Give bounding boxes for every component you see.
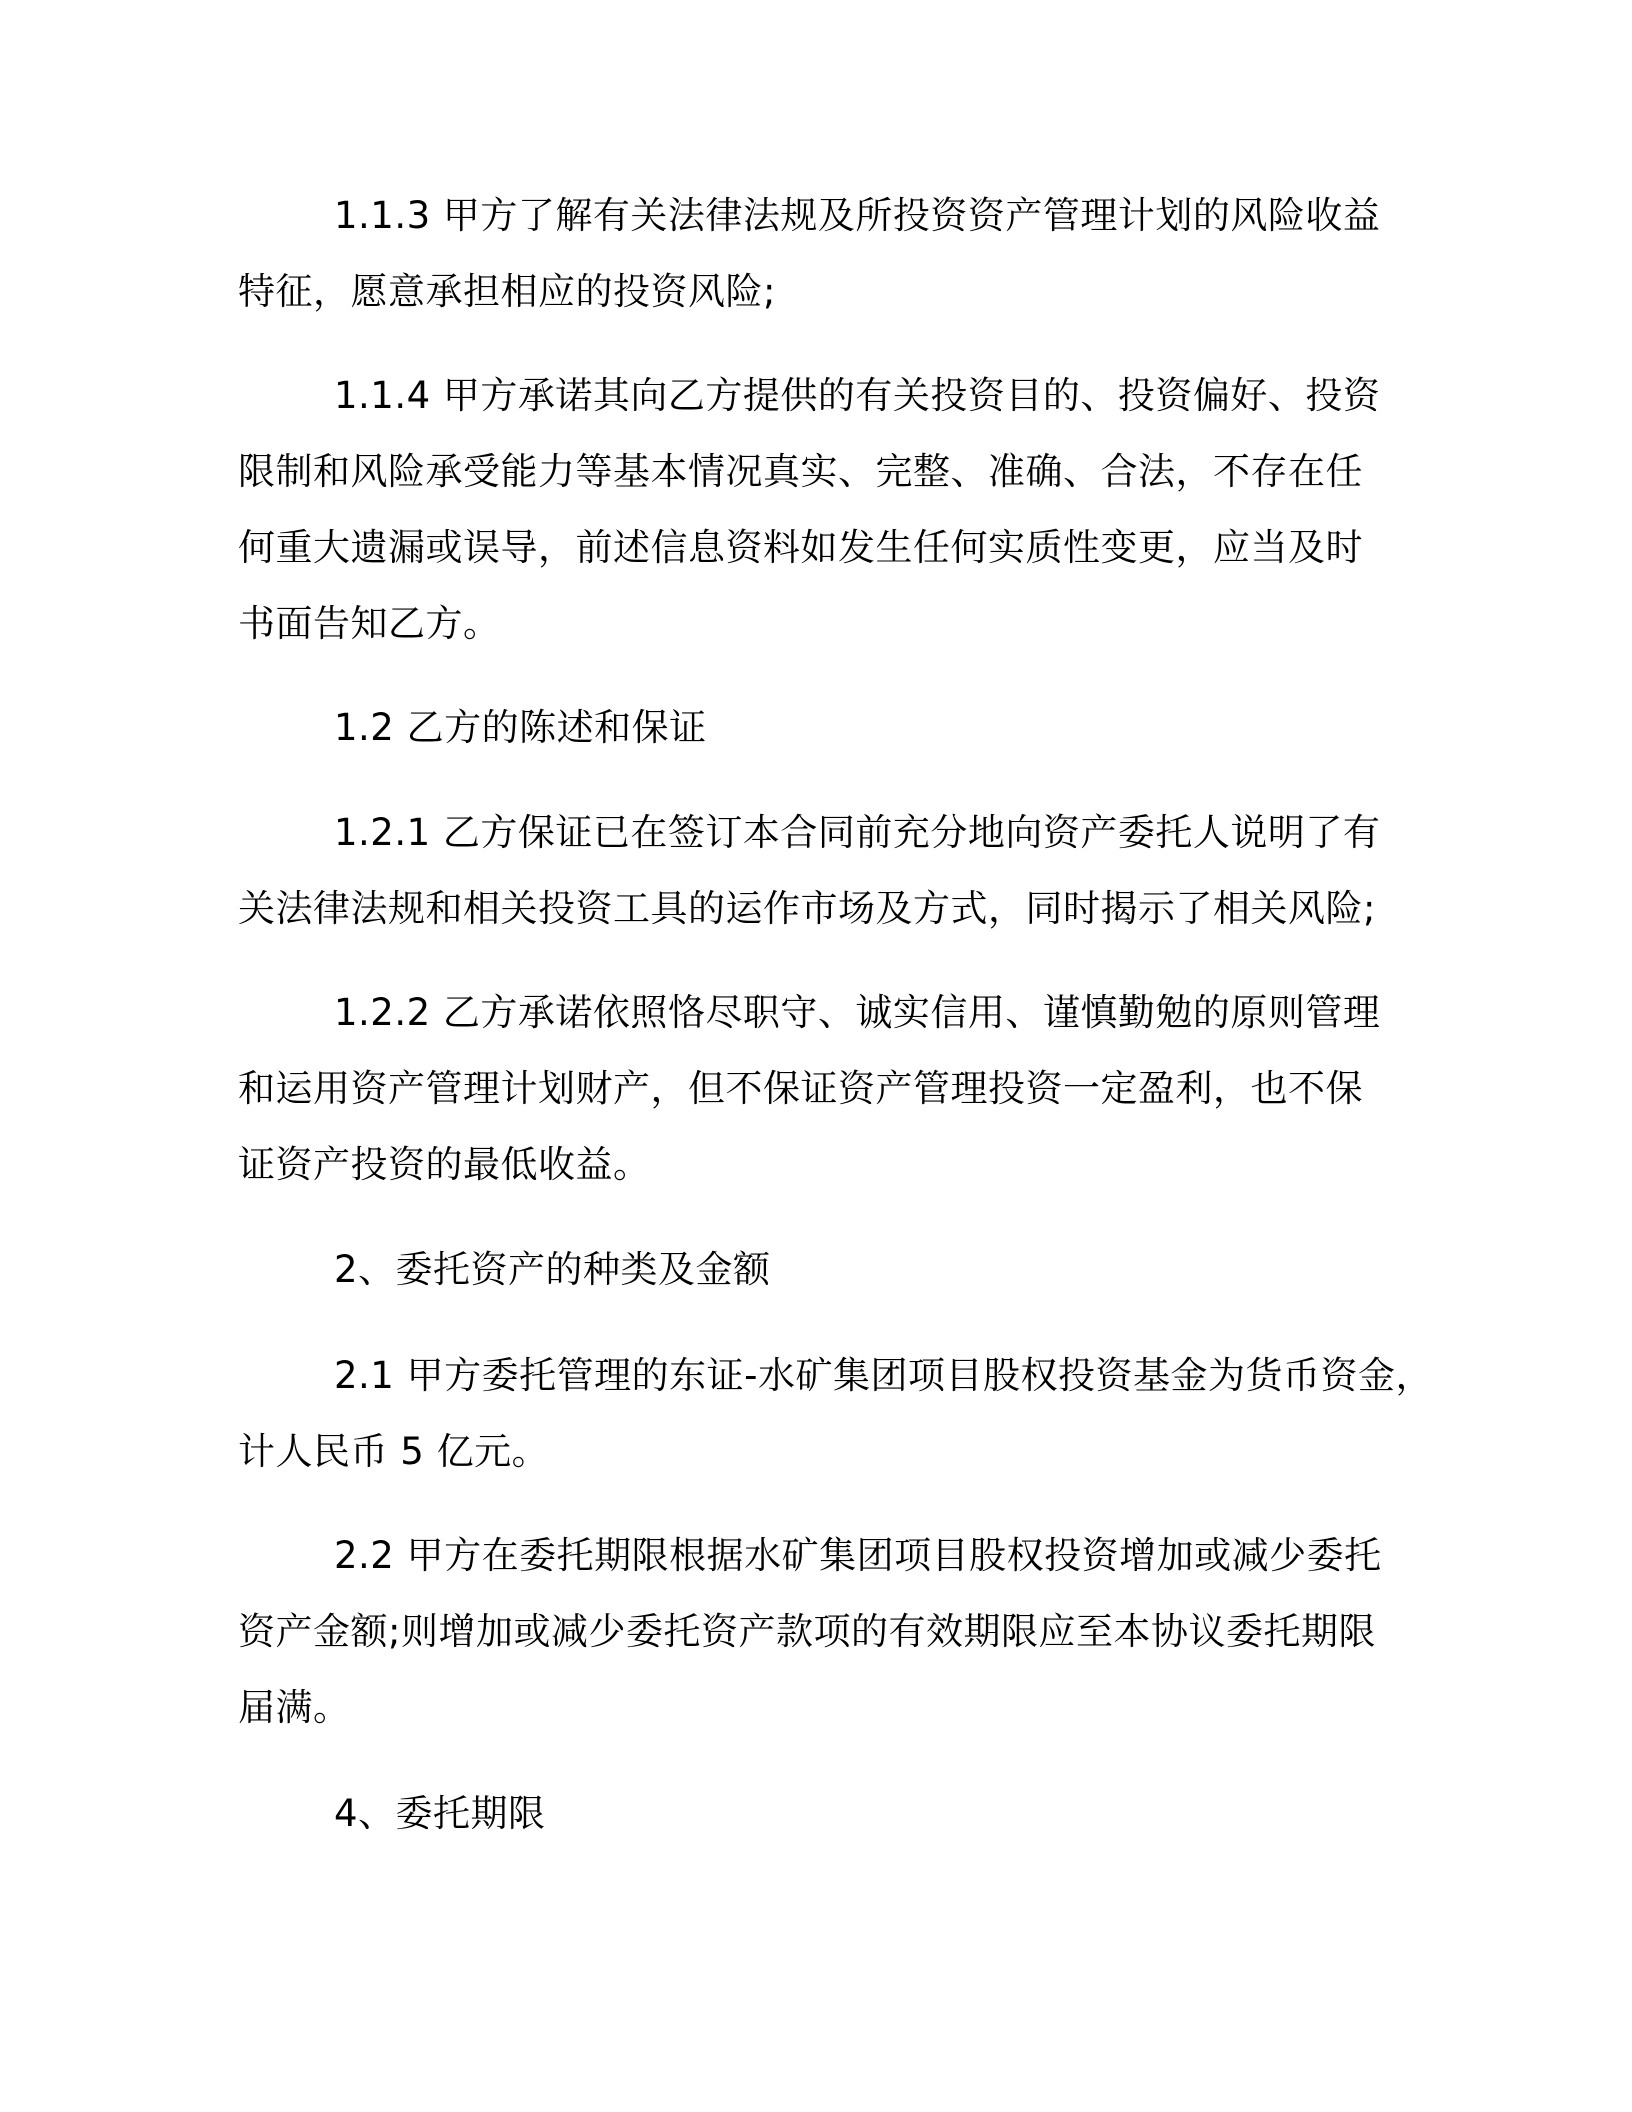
text-line: 2.2 甲方在委托期限根据水矿集团项目股权投资增加或减少委托 bbox=[334, 1534, 1382, 1577]
clause-1-1-3 bbox=[238, 178, 1381, 330]
text-line: 1.2.2 乙方承诺依照恪尽职守、诚实信用、谨慎勤勉的原则管理 bbox=[334, 991, 1381, 1034]
text-line: 1.2 乙方的陈述和保证 bbox=[334, 706, 707, 749]
clause-1-2-2 bbox=[238, 975, 1381, 1203]
section-heading-4 bbox=[238, 1776, 1378, 1852]
text-line: 2.1 甲方委托管理的东证-水矿集团项目股权投资基金为货币资金， bbox=[334, 1354, 1433, 1397]
clause-2-2 bbox=[238, 1518, 1382, 1746]
clause-1-2-1 bbox=[238, 795, 1381, 947]
text-line: 届满。 bbox=[238, 1686, 351, 1729]
text-line: 1.1.3 甲方了解有关法律法规及所投资资产管理计划的风险收益 bbox=[334, 194, 1381, 237]
text-line: 书面告知乙方。 bbox=[238, 602, 501, 645]
section-heading-1-2 bbox=[238, 690, 1378, 766]
text-line: 和运用资产管理计划财产，但不保证资产管理投资一定盈利，也不保 bbox=[238, 1067, 1363, 1110]
text-line: 4、委托期限 bbox=[334, 1792, 546, 1835]
text-line: 资产金额;则增加或减少委托资产款项的有效期限应至本协议委托期限 bbox=[238, 1610, 1376, 1653]
clause-1-1-4 bbox=[238, 358, 1381, 662]
text-line: 限制和风险承受能力等基本情况真实、完整、准确、合法，不存在任 bbox=[238, 450, 1363, 493]
text-line: 2、委托资产的种类及金额 bbox=[334, 1248, 771, 1291]
text-line: 关法律法规和相关投资工具的运作市场及方式，同时揭示了相关风险; bbox=[238, 887, 1376, 930]
text-line: 计人民币 5 亿元。 bbox=[238, 1430, 550, 1473]
clause-2-1 bbox=[238, 1338, 1433, 1490]
text-line: 何重大遗漏或误导，前述信息资料如发生任何实质性变更，应当及时 bbox=[238, 526, 1363, 569]
text-line: 1.1.4 甲方承诺其向乙方提供的有关投资目的、投资偏好、投资 bbox=[334, 374, 1381, 417]
text-line: 证资产投资的最低收益。 bbox=[238, 1143, 651, 1186]
text-line: 特征，愿意承担相应的投资风险; bbox=[238, 270, 776, 313]
text-line: 1.2.1 乙方保证已在签订本合同前充分地向资产委托人说明了有 bbox=[334, 811, 1381, 854]
section-heading-2 bbox=[238, 1232, 1378, 1308]
